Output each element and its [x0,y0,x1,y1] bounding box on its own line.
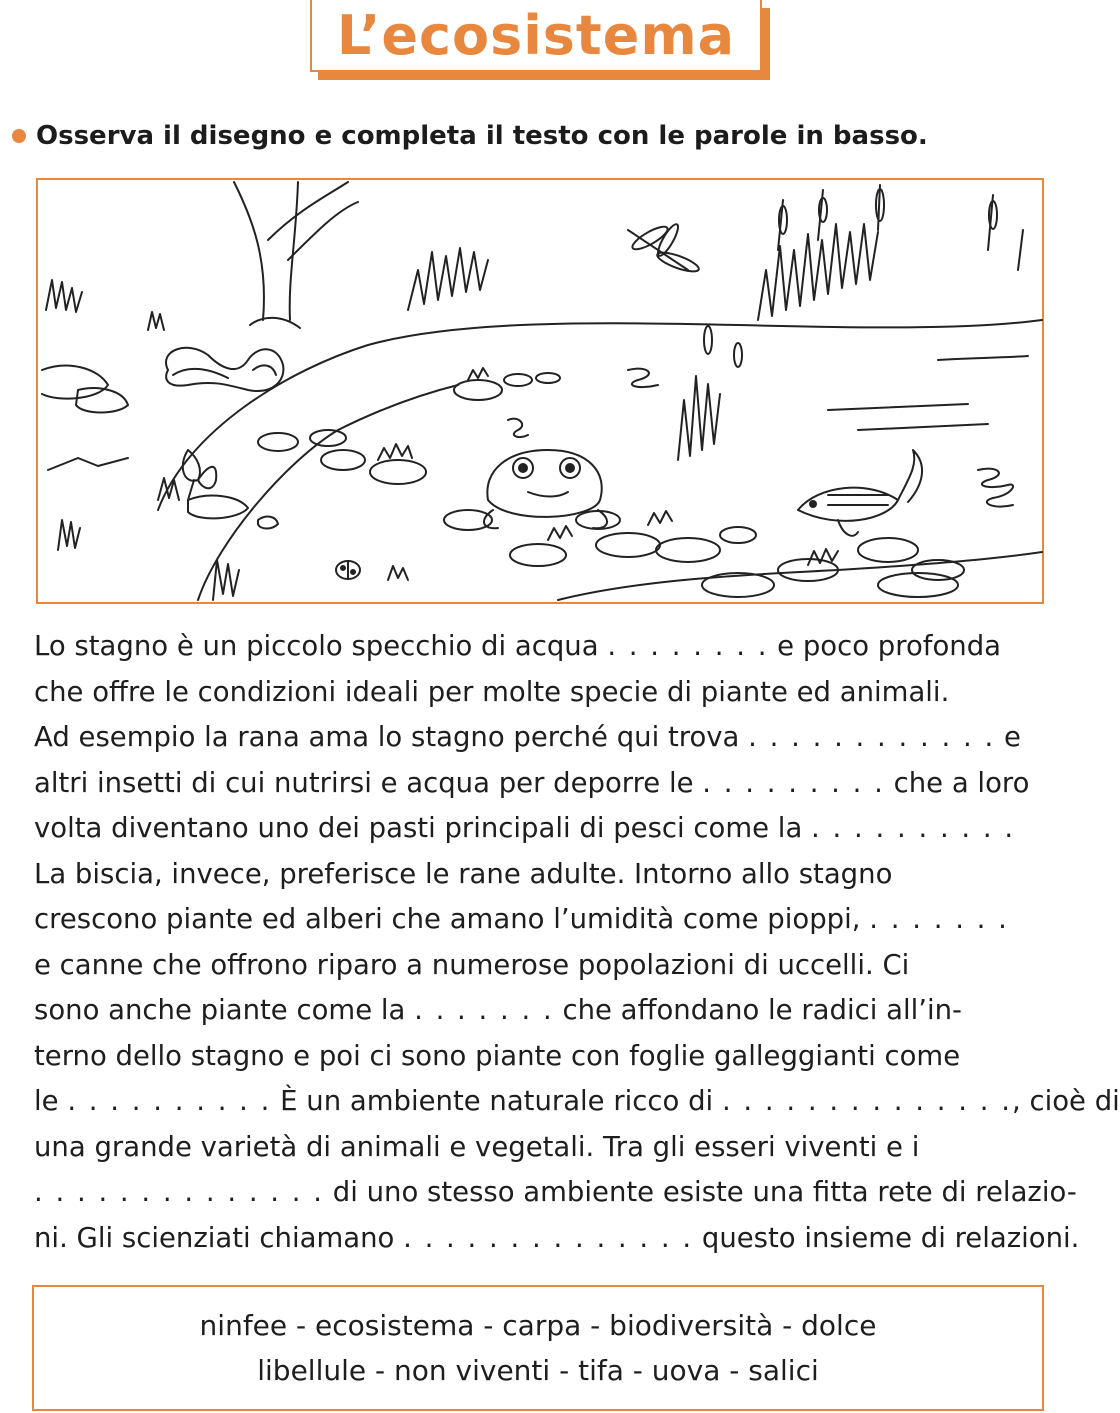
text-line: una grande varietà di animali e vegetali. Tra gli esseri viventi e i [34,1130,920,1163]
blank-field[interactable]: . . . . . . . [869,903,1009,935]
blank-field[interactable]: . . . . . . . . . . . . . . [34,1176,325,1208]
text-line: Lo stagno è un piccolo specchio di acqua . . . . . . . . e poco profonda [34,624,1064,670]
tree-icon [234,182,358,328]
text-line: le . . . . . . . . . . È un ambiente naturale ricco di . . . . . . . . . . . . . ., cioè di [34,1079,1064,1125]
instruction [12,114,928,158]
text-line: . . . . . . . . . . . . . . di uno stesso ambiente esiste una fitta rete di relazio- [34,1170,1064,1216]
pond-shore-line [158,320,1042,510]
grass-icon [46,280,408,600]
dragonfly-icon [628,222,701,275]
blank-field[interactable]: . . . . . . . . . . [67,1085,272,1117]
pond-bank-line [198,385,458,600]
text-line: terno dello stagno e poi ci sono piante con foglie galleggianti come [34,1039,961,1072]
blank-field[interactable]: . . . . . . . . . . . . [748,721,996,753]
text-line: La biscia, invece, preferisce le rane adulte. Intorno allo stagno [34,857,893,890]
water-ripples-icon [508,356,1028,507]
pond-illustration [36,178,1044,604]
reeds-icon [408,185,1023,460]
word-bank [32,1285,1044,1411]
blank-field[interactable]: . . . . . . . . . . [811,812,1016,844]
word-bank-line-2: libellule - non viventi - tifa - uova - salici [257,1354,819,1387]
text-line: sono anche piante come la . . . . . . . che affondano le radici all’in- [34,988,1064,1034]
title-box [310,0,772,80]
bullet-icon [12,129,26,143]
instruction-text: Osserva il disegno e completa il testo con le parole in basso. [36,121,928,151]
cloze-text [34,624,1120,1261]
text-line: volta diventano uno dei pasti principali di pesci come la . . . . . . . . . . [34,806,1064,852]
text-line: altri insetti di cui nutrirsi e acqua per deporre le . . . . . . . . . che a loro [34,761,1064,807]
frog-icon [484,450,607,528]
word-bank-line-1: ninfee - ecosistema - carpa - biodiversità - dolce [199,1309,877,1342]
lily-pads-icon [258,373,964,597]
blank-field[interactable]: . . . . . . . . . . . . . . [403,1221,694,1254]
blank-field[interactable]: . . . . . . . . . . . . . . [721,1085,1012,1117]
text-line: ni. Gli scienziati chiamano . . . . . . . . . . . . . . questo insieme di relazioni. [34,1216,1064,1262]
ladybug-icon [336,561,360,579]
blank-field[interactable]: . . . . . . . . [607,630,769,662]
text-line: Ad esempio la rana ama lo stagno perché qui trova . . . . . . . . . . . . e [34,715,1064,761]
title-frame [310,0,762,72]
blank-field[interactable]: . . . . . . . . . [702,766,885,799]
fish-icon [798,450,922,536]
text-line: crescono piante ed alberi che amano l’umidità come pioppi, . . . . . . . [34,897,1064,943]
text-line: e canne che offrono riparo a numerose popolazioni di uccelli. Ci [34,948,910,981]
snake-icon [166,348,283,391]
blank-field[interactable]: . . . . . . . [414,994,554,1026]
page-title: L’ecosistema [336,3,736,67]
text-line: che offre le condizioni ideali per molte specie di piante ed animali. [34,675,950,708]
